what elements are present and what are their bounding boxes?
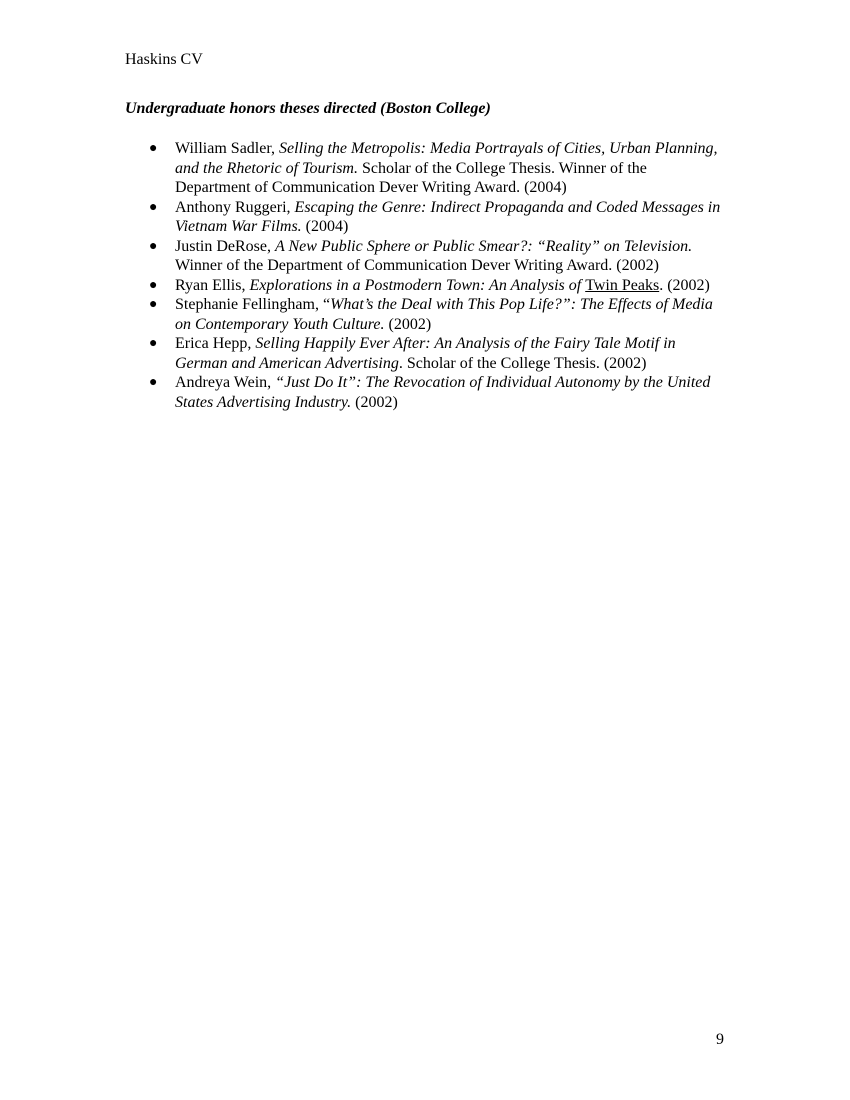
list-item xyxy=(125,276,725,296)
entry-author: William Sadler, xyxy=(175,140,280,157)
list-item xyxy=(125,237,725,276)
theses-list xyxy=(125,139,725,412)
entry-details: (2002) xyxy=(384,315,432,333)
entry-title: Explorations in a Postmodern Town: An Analysis of xyxy=(249,276,586,294)
list-item xyxy=(125,334,725,373)
entry-details: Scholar of the College Thesis. Winner of the Department of Communication Dever Writing Award. (2004) xyxy=(175,159,647,196)
entry-details: . Scholar of the College Thesis. (2002) xyxy=(398,354,647,372)
running-header: Haskins CV xyxy=(125,51,203,68)
entry-author: Erica Hepp, xyxy=(175,335,256,352)
bullet-icon: ● xyxy=(149,199,158,215)
bullet-icon: ● xyxy=(149,297,158,312)
list-item xyxy=(125,198,725,237)
entry-title: Selling the Metropolis: Media Portrayals of Cities, Urban Planning, and the Rhetoric of Tourism. xyxy=(175,140,718,177)
entry-title: Escaping the Genre: Indirect Propaganda and Coded Messages in Vietnam War Films. xyxy=(175,198,721,235)
entry-author: Ryan Ellis, xyxy=(175,276,250,294)
list-item xyxy=(125,139,725,198)
section-title: Undergraduate honors theses directed (Boston College) xyxy=(125,100,491,117)
entry-author: Anthony Ruggeri, xyxy=(175,198,295,216)
entry-title: What’s the Deal with This Pop Life?”: The Effects of Media on Contemporary Youth Culture. xyxy=(175,296,713,333)
entry-details: (2002) xyxy=(663,276,710,294)
entry-title: Selling Happily Ever After: An Analysis of the Fairy Tale Motif in German and American Advertising xyxy=(175,335,676,372)
entry-details: (2002) xyxy=(351,393,398,411)
entry-author: Stephanie Fellingham, “ xyxy=(175,296,331,313)
bullet-icon: ● xyxy=(149,277,158,293)
entry-details: (2004) xyxy=(301,218,349,235)
list-item xyxy=(125,295,725,334)
entry-title-underlined: Twin Peaks xyxy=(585,276,660,294)
entry-author: Andreya Wein, xyxy=(175,374,276,391)
page-number: 9 xyxy=(716,1031,724,1048)
entry-author: Justin DeRose, xyxy=(175,237,275,255)
bullet-icon: ● xyxy=(149,336,158,351)
entry-title-end: . xyxy=(659,276,664,294)
entry-title: “Just Do It”: The Revocation of Individual Autonomy by the United States Advertising Industry. xyxy=(175,374,711,411)
list-item xyxy=(125,373,725,412)
entry-details: Winner of the Department of Communication Dever Writing Award. (2002) xyxy=(175,257,659,274)
bullet-icon: ● xyxy=(149,141,158,156)
bullet-icon: ● xyxy=(149,238,158,254)
entry-title: A New Public Sphere or Public Smear?: “Reality” on Television. xyxy=(275,237,693,255)
bullet-icon: ● xyxy=(149,375,158,390)
